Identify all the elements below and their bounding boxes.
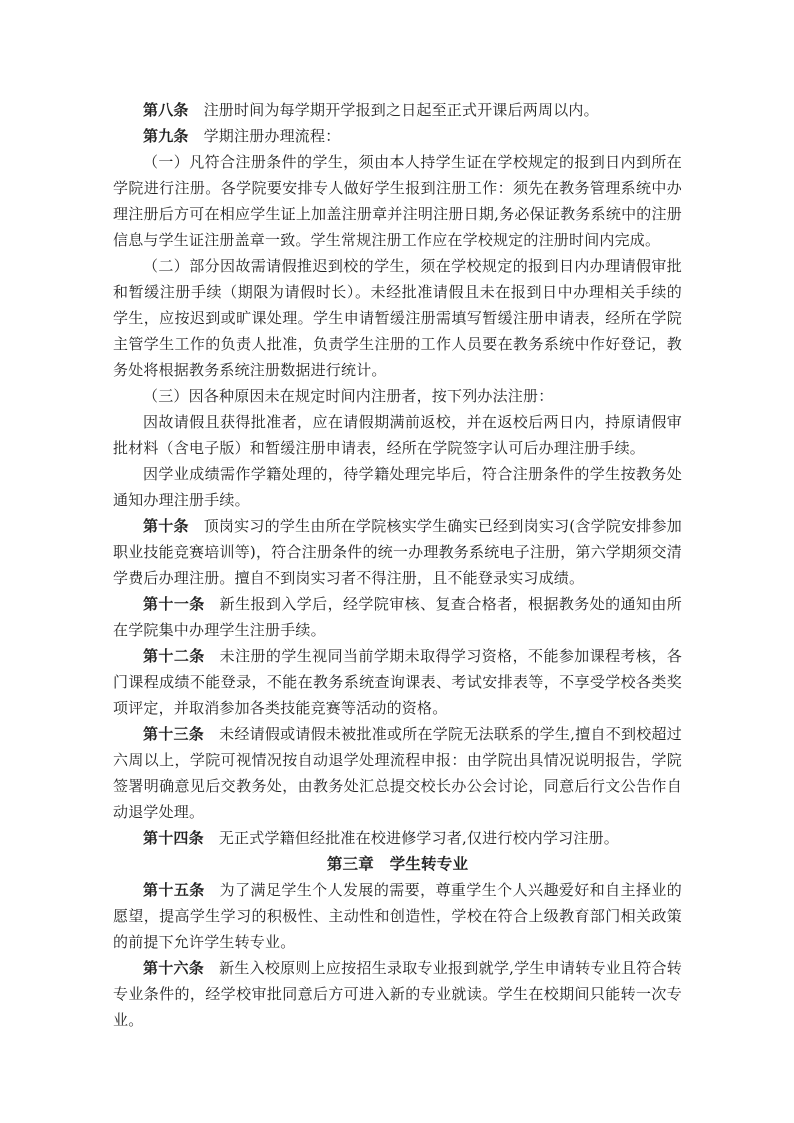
article-text: 因故请假且获得批准者，应在请假期满前返校，并在返校后两日内，持原请假审批材料（含电子版）和暂缓注册申请表，经所在学院签字认可后办理注册手续。 — [113, 413, 682, 457]
article-text: 新生报到入学后，经学院审核、复查合格者，根据教务处的通知由所在学院集中办理学生注册手续。 — [113, 595, 682, 639]
paragraph-article-11 — [113, 591, 682, 643]
article-number: 第八条 — [143, 101, 189, 119]
chapter-heading: 第三章 学生转专业 — [326, 854, 469, 873]
article-text: 顶岗实习的学生由所在学院核实学生确实已经到岗实习(含学院安排参加职业技能竞赛培训等)，符合注册条件的统一办理教务系统电子注册，第六学期须交清学费后办理注册。擅自不到岗实习者不得注册，且不能登录实习成绩。 — [113, 517, 682, 587]
paragraph-leave-return — [113, 409, 682, 461]
paragraph-item-1 — [113, 149, 682, 253]
article-number: 第十四条 — [143, 829, 204, 847]
article-number: 第十三条 — [143, 725, 205, 743]
article-text: （三）因各种原因未在规定时间内注册者，按下列办法注册： — [143, 387, 554, 405]
article-text: 无正式学籍但经批准在校进修学习者,仅进行校内学习注册。 — [218, 829, 619, 847]
article-number: 第九条 — [143, 127, 189, 145]
paragraph-article-13 — [113, 721, 682, 825]
article-text: 新生入校原则上应按招生录取专业报到就学,学生申请转专业且符合转专业条件的，经学校审批同意后方可进入新的专业就读。学生在校期间只能转一次专业。 — [113, 959, 682, 1029]
paragraph-item-3 — [113, 383, 682, 409]
paragraph-article-9 — [113, 123, 682, 149]
article-text: 注册时间为每学期开学报到之日起至正式开课后两周以内。 — [203, 101, 599, 119]
article-text: （一）凡符合注册条件的学生，须由本人持学生证在学校规定的报到日内到所在学院进行注册。各学院要安排专人做好学生报到注册工作：须先在教务管理系统中办理注册后方可在相应学生证上加盖注册章并注明注册日期,务必保证教务系统中的注册信息与学生证注册盖章一致。学生常规注册工作应在学校规定的注册时间内完成。 — [113, 153, 682, 249]
article-text: 学期注册办理流程： — [203, 127, 341, 145]
paragraph-article-15 — [113, 877, 682, 955]
article-text: 为了满足学生个人发展的需要，尊重学生个人兴趣爱好和自主择业的愿望，提高学生学习的积极性、主动性和创造性，学校在符合上级教育部门相关政策的前提下允许学生转专业。 — [113, 881, 682, 951]
paragraph-article-16 — [113, 955, 682, 1033]
article-number: 第十五条 — [143, 881, 205, 899]
article-text: 未经请假或请假未被批准或所在学院无法联系的学生,擅自不到校超过六周以上，学院可视情况按自动退学处理流程申报：由学院出具情况说明报告，学院签署明确意见后交教务处，由教务处汇总提交校长办公会讨论，同意后行文公告作自动退学处理。 — [113, 725, 682, 821]
article-text: 因学业成绩需作学籍处理的，待学籍处理完毕后，符合注册条件的学生按教务处通知办理注册手续。 — [113, 465, 682, 509]
paragraph-article-12 — [113, 643, 682, 721]
paragraph-article-8 — [113, 97, 682, 123]
article-number: 第十条 — [143, 517, 189, 535]
paragraph-article-14 — [113, 825, 682, 851]
article-number: 第十一条 — [143, 595, 205, 613]
article-number: 第十六条 — [143, 959, 205, 977]
article-number: 第十二条 — [143, 647, 205, 665]
article-text: 未注册的学生视同当前学期未取得学习资格，不能参加课程考核，各门课程成绩不能登录，不能在教务系统查询课表、考试安排表等，不享受学校各类奖项评定，并取消参加各类技能竞赛等活动的资格。 — [113, 647, 682, 717]
document-content — [113, 97, 682, 1033]
article-text: （二）部分因故需请假推迟到校的学生，须在学校规定的报到日内办理请假审批和暂缓注册手续（期限为请假时长）。未经批准请假且未在报到日中办理相关手续的学生，应按迟到或旷课处理。学生申请暂缓注册需填写暂缓注册申请表，经所在学院主管学生工作的负责人批准，负责学生注册的工作人员要在教务系统中作好登记，教务处将根据教务系统注册数据进行统计。 — [113, 257, 682, 379]
paragraph-article-10 — [113, 513, 682, 591]
paragraph-academic-status — [113, 461, 682, 513]
paragraph-item-2 — [113, 253, 682, 383]
